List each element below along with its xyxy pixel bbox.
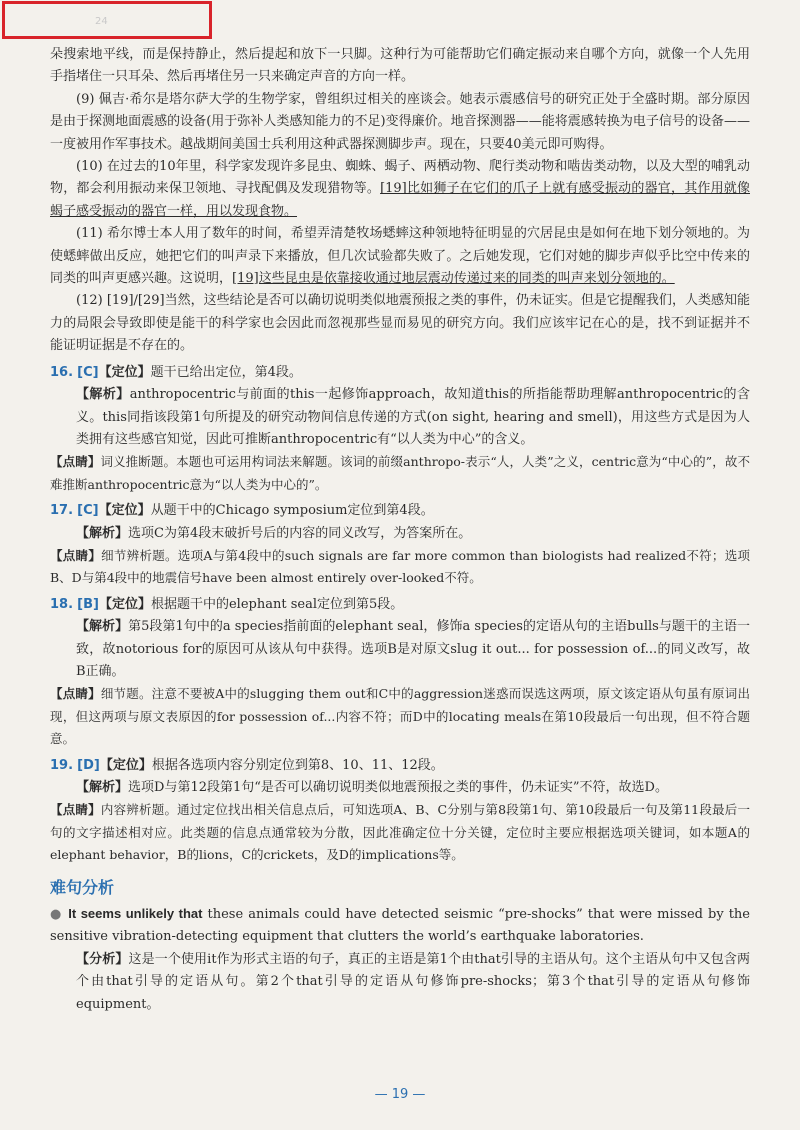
hard-sentence-rest: these animals could have detected seismic “pre-shocks” that were missed by the sensitive vibration-detecting equipment that clutters the world’s earthquake laboratories. [50,907,750,945]
q18-analysis [50,616,750,683]
stamp-text: 24 [95,16,108,27]
q17-analysis [50,523,750,545]
main-content [50,44,750,1016]
q18-locate-text: 根据题干中的elephant seal定位到第5段。 [150,596,404,612]
q16-analysis-tag: 【解析】 [76,387,130,403]
q19-analysis-text: 选项D与第12段第1句“是否可以确切说明类似地震预报之类的事件，仍未证实”不符，故选D。 [128,780,668,795]
q16-locate [50,362,750,384]
q17-tip-text: 细节辨析题。选项A与第4段中的such signals are far more common than biologists had realized不符；选项B、D与第4段中的地震信号have been almost entirely over-looked不符。 [50,547,750,586]
section-title-hard-sentence: 难句分析 [50,877,115,897]
q16-locate-tag: 【定位】 [98,364,151,380]
hard-analysis [50,949,750,1016]
para-continued: 朵搜索地平线，而是保持静止，然后提起和放下一只脚。这种行为可能帮助它们确定振动来自哪个方向，就像一个人先用手指堵住一只耳朵、然后再堵住另一只来确定声音的方向一样。 [50,47,750,85]
q16-tip-text: 词义推断题。本题也可运用构词法来解题。该词的前缀anthropo-表示“人，人类”之义，centric意为“中心的”，故不难推断anthropocentric意为“以人类为中心的”。 [50,454,750,492]
question-19 [50,755,750,867]
q16-analysis [50,384,750,451]
q17-number: 17. [50,503,74,519]
q17-locate [50,500,750,522]
q19-analysis-tag: 【解析】 [76,780,129,795]
q19-analysis [50,777,750,799]
hard-analysis-tag: 【分析】 [76,951,129,967]
hard-analysis-text: 这是一个使用it作为形式主语的句子，真正的主语是第1个由that引导的主语从句。这个主语从句中又包含两个由that引导的定语从句。第2个that引导的定语从句修饰pre-shocks；第3个that引导的定语从句修饰equipment。 [76,951,750,1012]
hard-sentence-bold: It seems unlikely that [68,906,203,922]
q19-tip-text: 内容辨析题。通过定位找出相关信息点后，可知选项A、B、C分别与第8段第1句、第10段最后一句及第11段最后一句的文字描述相对应。此类题的信息点通常较为分散，因此准确定位十分关键，定位时主要应根据选项关键词，如本题A的elephant behavior，B的lions，C的crickets，及D的implications等。 [50,802,750,863]
q18-locate [50,594,750,616]
q17-locate-text: 从题干中的Chicago symposium定位到第4段。 [150,503,434,519]
para-9: (9) 佩吉·希尔是塔尔萨大学的生物学家，曾组织过相关的座谈会。她表示震感信号的研究正处于全盛时期。部分原因是由于探测地面震感的设备(用于弥补人类感知能力的不足)变得廉价。地音探测器——能将震感转换为电子信号的设备——一度被用作军事技术。越战期间美国士兵利用这种武器探测脚步声。现在，只要40美元即可购得。 [50,91,750,152]
q19-locate-tag: 【定位】 [99,757,152,773]
question-17 [50,500,750,590]
para-10-underlined: [19]比如狮子在它们的爪子上就有感受振动的器官，其作用就像蝎子感受振动的器官一样，用以发现食物。 [50,181,750,219]
q18-tip [50,683,750,750]
para-12: (12) [19]/[29]当然，这些结论是否可以确切说明类似地震预报之类的事件，仍未证实。但是它提醒我们，人类感知能力的局限会导致即使是能干的科学家也会因此而忽视那些显而易见的研究方向。我们应该牢记在心的是，找不到证据并不能证明证据是不存在的。 [50,293,750,354]
q18-locate-tag: 【定位】 [98,596,151,612]
para-11-text: (11) 希尔博士本人用了数年的时间，希望弄清楚牧场蟋蟀这种领地特征明显的穴居昆虫是如何在地下划分领地的。为使蟋蟀做出反应，她把它们的叫声录下来播放，但几次试验都失败了。之后她发现，它们对她的脚步声似乎比空中传来的同类的叫声更感兴趣。这说明， [50,226,750,287]
q17-locate-tag: 【定位】 [98,503,151,519]
q19-locate-text: 根据各选项内容分别定位到第8、10、11、12段。 [151,757,444,773]
q17-analysis-tag: 【解析】 [76,525,129,541]
q17-tip [50,545,750,590]
page-number: — 19 — [374,1087,426,1102]
q16-analysis-text: anthropocentric与前面的this一起修饰approach，故知道this的所指能帮助理解anthropocentric的含义。this同指该段第1句所提及的研究动物间信息传递的方式(on sight, hearing and smell)，用这些方式是因为人类拥有这些感官知觉，因此可推断anthropocentric有“以人类为中心”的含义。 [76,387,750,447]
q18-tip-text: 细节题。注意不要被A中的slugging them out和C中的aggression迷惑而误选这两项，原文该定语从句虽有原词出现，但这两项与原文表原因的for possession of...内容不符；而D中的locating meals在第10段最后一句出现，但不符合题意。 [50,686,750,747]
para-10-text: (10) 在过去的10年里，科学家发现许多昆虫、蜘蛛、蝎子、两栖动物、爬行类动物和啮齿类动物，以及大型的哺乳动物，都会利用振动来保卫领地、寻找配偶及发现猎物等。 [50,159,750,197]
q17-analysis-text: 选项C为第4段末破折号后的内容的同义改写，为答案所在。 [128,525,472,541]
q17-tip-tag: 【点睛】 [50,547,102,563]
para-11 [50,223,750,290]
q19-number: 19. [50,757,74,773]
q18-analysis-tag: 【解析】 [76,619,129,635]
red-stamp-box [2,1,212,39]
q18-analysis-text: 第5段第1句中的a species指前面的elephant seal，修饰a species的定语从句的主语bulls与题干的主语一致，故notorious for的原因可从该从句中获得。选项B是对原文slug it out... for possession of...的同义改写，故B正确。 [76,619,750,679]
q19-answer: [D] [77,757,100,773]
para-10 [50,156,750,223]
question-16 [50,362,750,496]
q16-locate-text: 题干已给出定位，第4段。 [150,364,302,380]
bullet-icon: ● [50,907,63,923]
question-18 [50,594,750,751]
q18-tip-tag: 【点睛】 [50,686,101,702]
q17-answer: [C] [77,503,99,519]
para-11-underlined: [19]这些昆虫是依靠接收通过地层震动传递过来的同类的叫声来划分领地的。 [232,271,675,287]
hard-sentence [50,903,750,949]
q16-number: 16. [50,364,74,380]
q18-number: 18. [50,596,74,612]
q19-locate [50,755,750,777]
q16-tip [50,451,750,496]
q16-tip-tag: 【点睛】 [50,454,101,470]
q19-tip [50,799,750,866]
q18-answer: [B] [77,596,99,612]
q19-tip-tag: 【点睛】 [50,802,101,818]
q16-answer: [C] [77,364,99,380]
